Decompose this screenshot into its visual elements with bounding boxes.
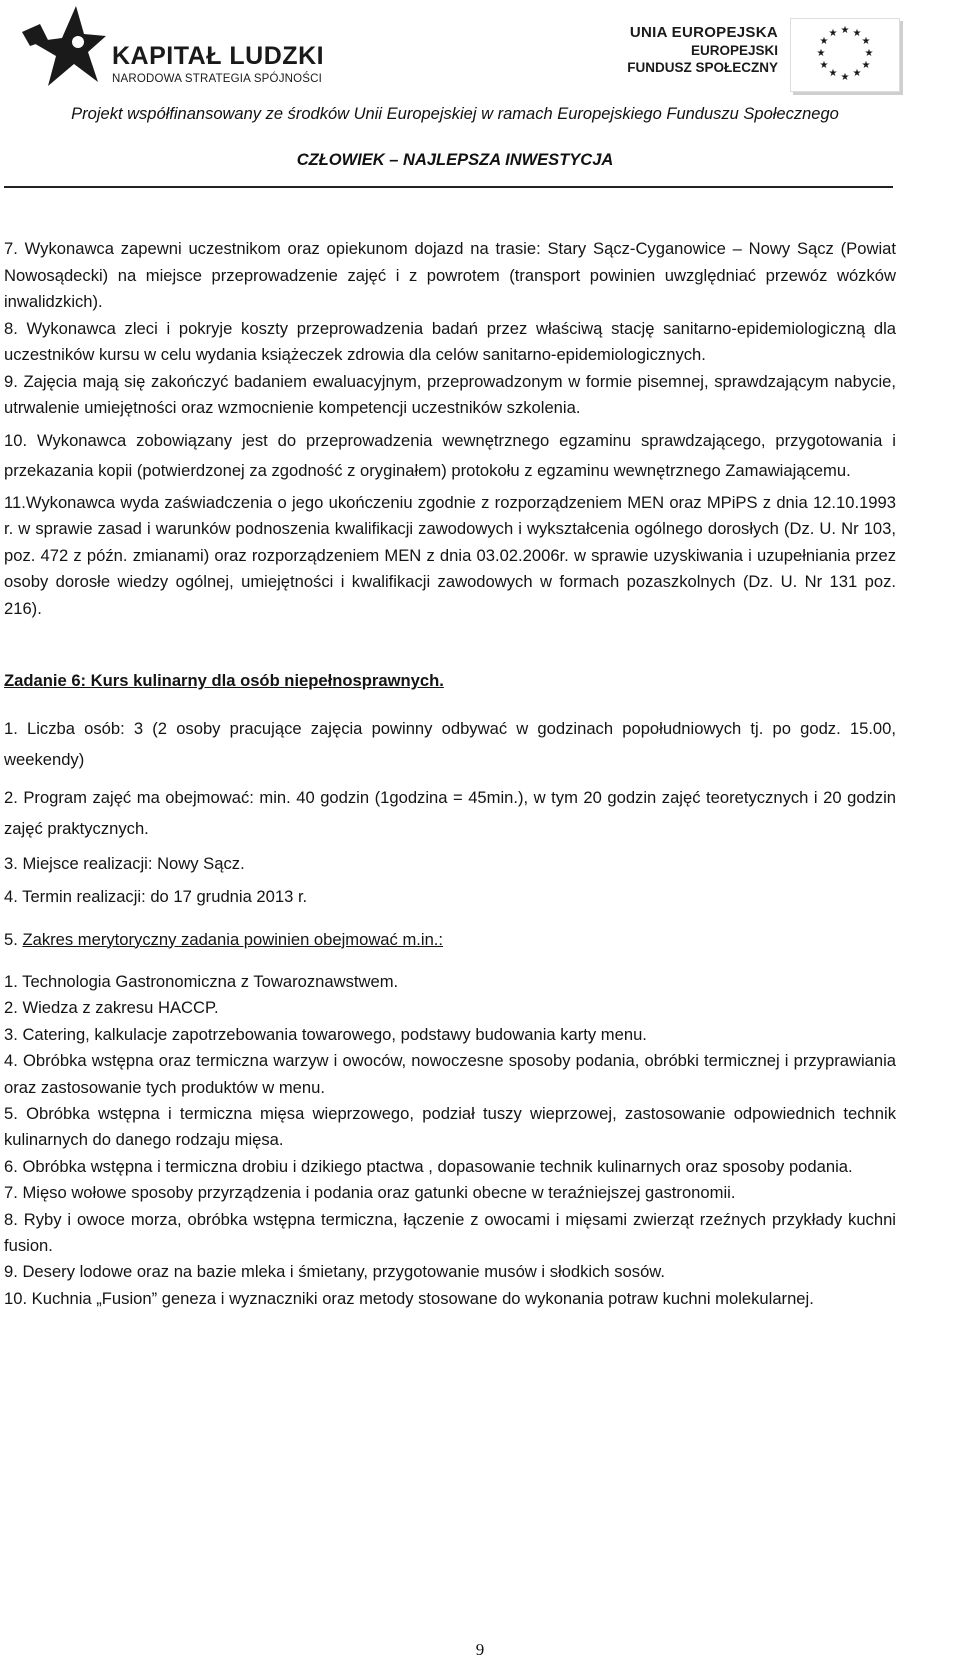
section-item-4: 4. Termin realizacji: do 17 grudnia 2013 r.	[4, 887, 308, 906]
paragraph-7: 7. Wykonawca zapewni uczestnikom oraz opiekunom dojazd na trasie: Stary Sącz-Cyganowice – Nowy Sącz (Powiat Nowosądecki) na miejsce przeprowadzenie zajęć i z powrotem (transport powinien uwzględniać przewóz wózków inwalidzkich).	[4, 239, 896, 311]
scope-item: 5. Obróbka wstępna i termiczna mięsa wieprzowego, podział tuszy wieprzowej, zastosowanie odpowiednich technik kulinarnych do danego rodzaju mięsa.	[4, 1104, 896, 1150]
eu-logo	[620, 10, 940, 90]
svg-text:★: ★	[852, 68, 862, 79]
section-item-5	[4, 927, 896, 954]
header-divider	[4, 186, 893, 188]
scope-item: 9. Desery lodowe oraz na bazie mleka i śmietany, przygotowanie musów i słodkich sosów.	[4, 1262, 665, 1282]
svg-text:★: ★	[819, 36, 829, 47]
eu-logo-line3: FUNDUSZ SPOŁECZNY	[627, 60, 778, 75]
svg-text:★: ★	[819, 60, 829, 71]
page-number: 9	[475, 1640, 485, 1659]
scope-item: 7. Mięso wołowe sposoby przyrządzenia i podania oraz gatunki obecne w teraźniejszej gastronomii.	[4, 1183, 736, 1203]
svg-text:★: ★	[828, 28, 838, 39]
scope-item: 4. Obróbka wstępna oraz termiczna warzyw i owoców, nowoczesne sposoby podania, obróbki termicznej i przyprawiania oraz zastosowanie tych produktów w menu.	[4, 1051, 896, 1097]
eu-logo-line2: EUROPEJSKI	[690, 43, 778, 58]
kapital-ludzki-star-icon	[18, 6, 108, 88]
svg-text:★: ★	[864, 48, 874, 59]
svg-text:★: ★	[828, 68, 838, 79]
svg-text:★: ★	[816, 48, 826, 59]
svg-text:★: ★	[840, 72, 850, 83]
eu-logo-text	[620, 24, 778, 76]
section-title: Zadanie 6: Kurs kulinarny dla osób niepełnosprawnych.	[4, 671, 444, 690]
scope-number: 5.	[4, 929, 18, 949]
scope-item: 10. Kuchnia „Fusion” geneza i wyznaczniki oraz metody stosowane do wykonania potraw kuchni molekularnej.	[4, 1288, 814, 1308]
slogan: CZŁOWIEK – NAJLEPSZA INWESTYCJA	[296, 151, 614, 169]
section-item-3: 3. Miejsce realizacji: Nowy Sącz.	[4, 853, 245, 873]
scope-item: 6. Obróbka wstępna i termiczna drobiu i dzikiego ptactwa , dopasowanie technik kulinarnych oraz sposoby podania.	[4, 1156, 853, 1176]
svg-text:★: ★	[861, 36, 871, 47]
section-item-2: 2. Program zajęć ma obejmować: min. 40 godzin (1godzina = 45min.), w tym 20 godzin zajęć teoretycznych i 20 godzin zajęć praktycznych.	[4, 787, 896, 838]
eu-flag-icon	[790, 18, 900, 92]
scope-item: 1. Technologia Gastronomiczna z Towaroznawstwem.	[4, 972, 399, 991]
kapital-ludzki-subtitle: NARODOWA STRATEGIA SPÓJNOŚCI	[112, 73, 323, 85]
paragraph-9: 9. Zajęcia mają się zakończyć badaniem ewaluacyjnym, przeprowadzonym w formie pisemnej, sprawdzającym nabycie, utrwalenie umiejętności oraz wzmocnienie kompetencji uczestników szkolenia.	[4, 371, 896, 417]
svg-text:★: ★	[861, 60, 871, 71]
document-body	[4, 236, 896, 1312]
svg-text:★: ★	[852, 28, 862, 39]
eu-logo-line1: UNIA EUROPEJSKA	[629, 24, 778, 41]
scope-item: 2. Wiedza z zakresu HACCP.	[4, 998, 219, 1018]
paragraph-11: 11.Wykonawca wyda zaświadczenia o jego ukończeniu zgodnie z rozporządzeniem MEN oraz MPiPS z dnia 12.10.1993 r. w sprawie zasad i warunków podnoszenia kwalifikacji zawodowych i wykształcenia ogólnego dorosłych (Dz. U. Nr 103, poz. 472 z późn. zmianami) oraz rozporządzeniem MEN z dnia 03.02.2006r. w sprawie uzyskiwania i uzupełniania przez osoby dorosłe wiedzy ogólnej, umiejętności i kwalifikacji zawodowych w formach pozaszkolnych (Dz. U. Nr 131 poz. 216).	[4, 492, 896, 618]
paragraph-10: 10. Wykonawca zobowiązany jest do przeprowadzenia wewnętrznego egzaminu sprawdzającego, przygotowania i przekazania kopii (potwierdzonej za zgodność z oryginałem) protokołu z egzaminu wewnętrznego Zamawiającemu.	[4, 430, 896, 480]
kapital-ludzki-title: KAPITAŁ LUDZKI	[112, 42, 325, 70]
svg-text:★: ★	[840, 25, 850, 36]
scope-list	[4, 969, 896, 1312]
section-item-1: 1. Liczba osób: 3 (2 osoby pracujące zajęcia powinny odbywać w godzinach popołudniowych tj. po godz. 15.00, weekendy)	[4, 718, 896, 769]
kapital-ludzki-logo	[18, 6, 348, 88]
scope-heading: Zakres merytoryczny zadania powinien obejmować m.in.:	[22, 929, 444, 949]
paragraph-8: 8. Wykonawca zleci i pokryje koszty przeprowadzenia badań przez właściwą stację sanitarno-epidemiologiczną dla uczestników kursu w celu wydania książeczek zdrowia dla celów sanitarno-epidemiologicznych.	[4, 318, 896, 364]
scope-item: 8. Ryby i owoce morza, obróbka wstępna termiczna, łączenie z owocami i mięsami zwierząt rzeźnych przykłady kuchni fusion.	[4, 1209, 896, 1256]
project-funding-line: Projekt współfinansowany ze środków Unii Europejskiej w ramach Europejskiego Funduszu Społecznego	[71, 105, 839, 123]
scope-item: 3. Catering, kalkulacje zapotrzebowania towarowego, podstawy budowania karty menu.	[4, 1024, 647, 1044]
